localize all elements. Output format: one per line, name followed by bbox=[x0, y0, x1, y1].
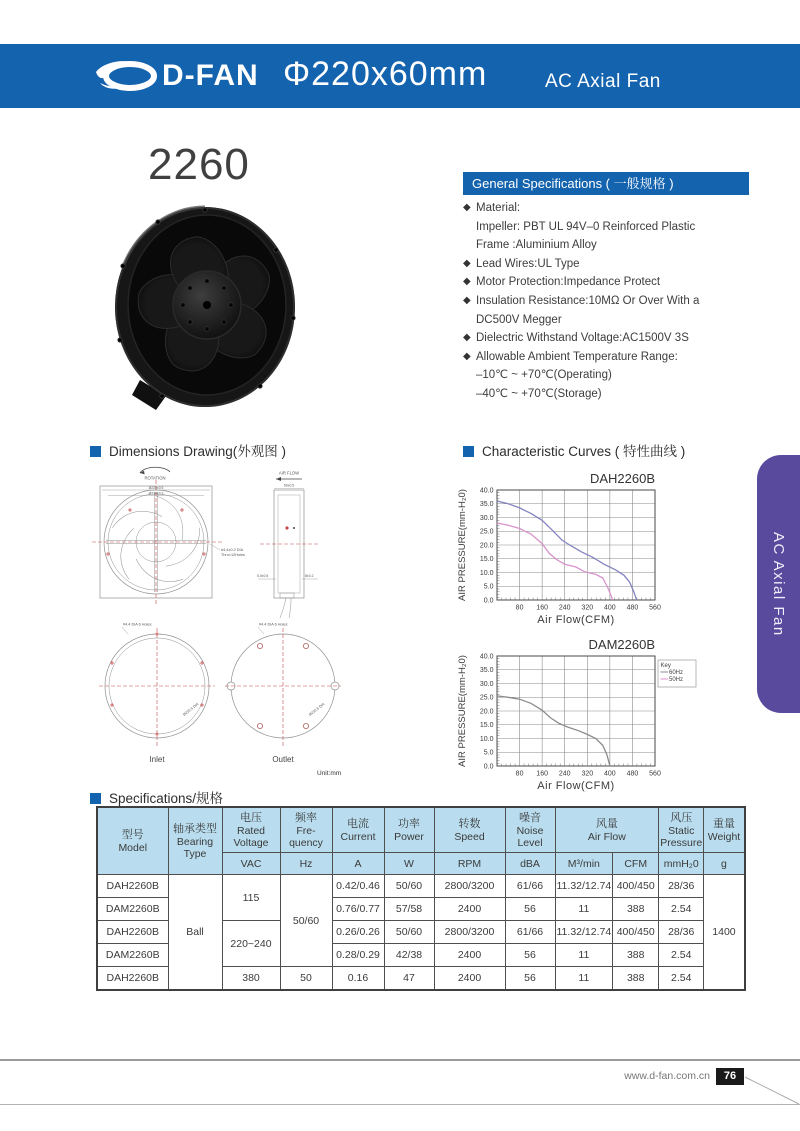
spec-list-item: Impeller: PBT UL 94V–0 Reinforced Plastic bbox=[476, 220, 696, 233]
svg-text:0.0: 0.0 bbox=[483, 597, 494, 605]
svg-text:60Hz: 60Hz bbox=[669, 670, 684, 676]
diamond-bullet-icon: ◆ bbox=[463, 294, 471, 306]
table-cell: 388 bbox=[613, 944, 659, 967]
svg-text:160: 160 bbox=[536, 604, 548, 612]
svg-text:Ø210.5 DIA: Ø210.5 DIA bbox=[182, 702, 200, 717]
table-cell: 220~240 bbox=[222, 921, 280, 967]
table-cell: 400/450 bbox=[613, 921, 659, 944]
spec-list-item: ◆ Allowable Ambient Temperature Range: bbox=[463, 348, 763, 367]
svg-text:#4.4 DIA 6 Holes: #4.4 DIA 6 Holes bbox=[259, 622, 288, 627]
table-cell: 2800/3200 bbox=[434, 875, 505, 898]
spec-list-item: ◆ Motor Protection:Impedance Protect bbox=[463, 273, 763, 292]
svg-text:40.0: 40.0 bbox=[479, 653, 494, 661]
diamond-bullet-icon: ◆ bbox=[463, 350, 471, 362]
footer-corner-line bbox=[744, 1069, 800, 1105]
table-cell: 47 bbox=[384, 967, 434, 991]
svg-text:Outlet: Outlet bbox=[272, 755, 294, 764]
front-view-centerlines bbox=[92, 480, 222, 606]
table-cell: 11.32/12.74 bbox=[555, 921, 613, 944]
svg-text:80: 80 bbox=[515, 770, 524, 778]
svg-text:20.0: 20.0 bbox=[479, 542, 494, 550]
table-cell: 0.42/0.46 bbox=[332, 875, 384, 898]
product-size: Φ220x60mm bbox=[283, 55, 488, 93]
table-cell: 50/60 bbox=[280, 875, 332, 967]
brand-swoosh-icon bbox=[94, 56, 158, 96]
table-cell: 115 bbox=[222, 875, 280, 921]
svg-text:0.0: 0.0 bbox=[483, 763, 494, 771]
svg-text:240: 240 bbox=[558, 604, 571, 612]
side-tab-ac-axial-fan: AC Axial Fan bbox=[757, 455, 800, 713]
svg-text:Unit:mm: Unit:mm bbox=[317, 770, 342, 777]
table-cell: 11 bbox=[555, 967, 613, 991]
table-cell: 56 bbox=[505, 967, 555, 991]
svg-text:#4.4±0.2 DIA: #4.4±0.2 DIA bbox=[221, 548, 244, 552]
svg-text:Key: Key bbox=[660, 663, 671, 669]
brand-logo bbox=[94, 56, 259, 96]
table-cell: 28/36 bbox=[659, 921, 704, 944]
dah2260b-curve-chart bbox=[455, 460, 725, 630]
dam2260b-curve-chart bbox=[455, 626, 725, 796]
unit-header: M³/min bbox=[555, 853, 613, 875]
table-cell: 11.32/12.74 bbox=[555, 875, 613, 898]
svg-text:5.0: 5.0 bbox=[483, 583, 494, 591]
section-title-dimensions: Dimensions Drawing(外观图 ) bbox=[90, 440, 286, 460]
table-cell: 2400 bbox=[434, 944, 505, 967]
table-cell: 50/60 bbox=[384, 875, 434, 898]
diamond-bullet-icon: ◆ bbox=[463, 202, 471, 213]
brand-name: D-FAN bbox=[162, 59, 259, 92]
unit-header: CFM bbox=[613, 853, 659, 875]
svg-text:AIR FLOW: AIR FLOW bbox=[278, 470, 300, 476]
footer-bottom-line bbox=[0, 1104, 800, 1105]
svg-text:30.0: 30.0 bbox=[479, 680, 494, 688]
table-cell: DAM2260B bbox=[97, 944, 168, 967]
svg-text:320: 320 bbox=[581, 770, 594, 778]
specifications-table bbox=[96, 806, 746, 991]
unit-header: VAC bbox=[222, 853, 280, 875]
table-cell: 57/58 bbox=[384, 898, 434, 921]
svg-text:50Hz: 50Hz bbox=[669, 677, 684, 683]
model-number-title: 2260 bbox=[148, 140, 250, 189]
spec-list-item: ◆ Material: bbox=[463, 199, 763, 218]
table-cell: 0.26/0.26 bbox=[332, 921, 384, 944]
table-cell: 0.16 bbox=[332, 967, 384, 991]
unit-header: dBA bbox=[505, 853, 555, 875]
svg-text:AIR PRESSURE(mm-H₂0): AIR PRESSURE(mm-H₂0) bbox=[457, 489, 468, 601]
table-cell: 2400 bbox=[434, 898, 505, 921]
blue-square-bullet-icon bbox=[463, 446, 474, 457]
svg-text:5.0±0.5: 5.0±0.5 bbox=[257, 574, 269, 578]
table-cell: DAH2260B bbox=[97, 967, 168, 991]
table-cell: 50/60 bbox=[384, 921, 434, 944]
column-header: 频率 Fre-quency bbox=[280, 807, 332, 853]
svg-text:30.0: 30.0 bbox=[479, 514, 494, 522]
spec-list-item: ◆ Lead Wires:UL Type bbox=[463, 255, 763, 274]
table-cell: 28/36 bbox=[659, 875, 704, 898]
blue-square-bullet-icon bbox=[90, 446, 101, 457]
column-header: 风量 Air Flow bbox=[555, 807, 659, 853]
table-cell: 2400 bbox=[434, 967, 505, 991]
svg-text:AIR PRESSURE(mm-H₂0): AIR PRESSURE(mm-H₂0) bbox=[457, 655, 468, 767]
column-header: 轴承类型 Bearing Type bbox=[168, 807, 222, 875]
spec-list-item: –40℃ ~ +70℃(Storage) bbox=[476, 387, 602, 400]
spec-list-item: Frame :Aluminium Alloy bbox=[476, 239, 597, 252]
svg-text:ROTATION: ROTATION bbox=[144, 475, 166, 481]
column-header: 功率 Power bbox=[384, 807, 434, 853]
svg-text:320: 320 bbox=[581, 604, 594, 612]
table-cell: 388 bbox=[613, 898, 659, 921]
table-cell: 50 bbox=[280, 967, 332, 991]
website-url[interactable]: www.d-fan.com.cn bbox=[624, 1070, 710, 1082]
column-header: 转数 Speed bbox=[434, 807, 505, 853]
svg-text:80: 80 bbox=[515, 604, 524, 612]
column-header: 电流 Current bbox=[332, 807, 384, 853]
section-title-specifications: Specifications/规格 bbox=[90, 787, 223, 807]
table-cell: 388 bbox=[613, 967, 659, 991]
svg-text:480: 480 bbox=[626, 770, 639, 778]
unit-header: mmH₂0 bbox=[659, 853, 704, 875]
svg-text:240: 240 bbox=[558, 770, 571, 778]
unit-header: A bbox=[332, 853, 384, 875]
svg-text:20.0: 20.0 bbox=[479, 708, 494, 716]
unit-header: Hz bbox=[280, 853, 332, 875]
svg-text:15.0: 15.0 bbox=[479, 722, 494, 730]
svg-text:Air Flow(CFM): Air Flow(CFM) bbox=[537, 780, 615, 792]
svg-text:560: 560 bbox=[649, 770, 661, 778]
table-cell: 11 bbox=[555, 898, 613, 921]
table-cell: 56 bbox=[505, 944, 555, 967]
svg-text:Thru×12Holes: Thru×12Holes bbox=[221, 553, 245, 557]
spec-list-item: ◆ Dielectric Withstand Voltage:AC1500V 3S bbox=[463, 329, 763, 348]
svg-text:35.0: 35.0 bbox=[479, 501, 494, 509]
table-cell: DAM2260B bbox=[97, 898, 168, 921]
svg-text:10.0: 10.0 bbox=[479, 735, 494, 743]
spec-list-item: –10℃ ~ +70℃(Operating) bbox=[476, 369, 612, 382]
fan-product-photo bbox=[110, 200, 300, 415]
unit-header: W bbox=[384, 853, 434, 875]
svg-text:15.0: 15.0 bbox=[479, 556, 494, 564]
table-cell: 380 bbox=[222, 967, 280, 991]
svg-text:400: 400 bbox=[604, 770, 616, 778]
product-type: AC Axial Fan bbox=[545, 71, 661, 92]
table-cell: Ball bbox=[168, 875, 222, 991]
svg-text:#4.4 DIA 6 Holes: #4.4 DIA 6 Holes bbox=[123, 622, 152, 627]
svg-text:Ø210±0.3: Ø210±0.3 bbox=[148, 491, 164, 496]
table-cell: 42/38 bbox=[384, 944, 434, 967]
column-header: 噪音 Noise Level bbox=[505, 807, 555, 853]
table-cell: 56 bbox=[505, 898, 555, 921]
column-header: 重量 Weight bbox=[704, 807, 745, 853]
diamond-bullet-icon: ◆ bbox=[463, 276, 471, 288]
svg-text:Air Flow(CFM): Air Flow(CFM) bbox=[537, 614, 615, 626]
table-cell: 11 bbox=[555, 944, 613, 967]
spec-list-item: ◆ Insulation Resistance:10MΩ Or Over With a bbox=[463, 292, 763, 311]
table-row bbox=[97, 875, 745, 898]
column-header: 风压 Static Pressure bbox=[659, 807, 704, 853]
table-cell: 1400 bbox=[704, 875, 745, 991]
table-cell: 61/66 bbox=[505, 875, 555, 898]
svg-text:5.0: 5.0 bbox=[483, 749, 494, 757]
svg-text:Ø210.5 DIA: Ø210.5 DIA bbox=[308, 702, 326, 717]
svg-text:Ø220±0.5: Ø220±0.5 bbox=[148, 486, 164, 490]
general-specs-list bbox=[463, 199, 763, 404]
general-specs-header: General Specifications ( 一般规格 ) bbox=[463, 172, 749, 195]
table-cell: 2800/3200 bbox=[434, 921, 505, 944]
diamond-bullet-icon: ◆ bbox=[463, 257, 471, 269]
column-header: 型号 Model bbox=[97, 807, 168, 875]
unit-header: g bbox=[704, 853, 745, 875]
svg-text:8±0.2: 8±0.2 bbox=[305, 574, 314, 578]
svg-text:35.0: 35.0 bbox=[479, 667, 494, 675]
dimensions-drawing bbox=[92, 462, 442, 784]
svg-text:60±0.5: 60±0.5 bbox=[283, 483, 295, 488]
side-view-drawing bbox=[258, 489, 318, 619]
page-number-badge: 76 bbox=[716, 1068, 744, 1085]
svg-text:DAM2260B: DAM2260B bbox=[588, 637, 655, 652]
blue-square-bullet-icon bbox=[90, 793, 101, 804]
diamond-bullet-icon: ◆ bbox=[463, 332, 471, 344]
svg-text:25.0: 25.0 bbox=[479, 528, 494, 536]
svg-text:400: 400 bbox=[604, 604, 616, 612]
svg-text:25.0: 25.0 bbox=[479, 694, 494, 702]
table-cell: DAH2260B bbox=[97, 921, 168, 944]
table-cell: 61/66 bbox=[505, 921, 555, 944]
table-cell: 0.76/0.77 bbox=[332, 898, 384, 921]
table-cell: 2.54 bbox=[659, 944, 704, 967]
svg-text:40.0: 40.0 bbox=[479, 487, 494, 495]
table-cell: 400/450 bbox=[613, 875, 659, 898]
svg-text:160: 160 bbox=[536, 770, 548, 778]
svg-text:Inlet: Inlet bbox=[149, 755, 165, 764]
table-cell: 0.28/0.29 bbox=[332, 944, 384, 967]
table-cell: 2.54 bbox=[659, 967, 704, 991]
table-cell: 2.54 bbox=[659, 898, 704, 921]
column-header: 电压 Rated Voltage bbox=[222, 807, 280, 853]
svg-text:480: 480 bbox=[626, 604, 639, 612]
header-bar bbox=[0, 44, 800, 108]
table-cell: DAH2260B bbox=[97, 875, 168, 898]
spec-list-item: DC500V Megger bbox=[476, 313, 562, 326]
svg-text:DAH2260B: DAH2260B bbox=[589, 471, 655, 486]
svg-text:10.0: 10.0 bbox=[479, 569, 494, 577]
svg-text:560: 560 bbox=[649, 604, 661, 612]
footer-separator-line bbox=[0, 1059, 800, 1061]
section-title-curves: Characteristic Curves ( 特性曲线 ) bbox=[463, 440, 685, 460]
unit-header: RPM bbox=[434, 853, 505, 875]
